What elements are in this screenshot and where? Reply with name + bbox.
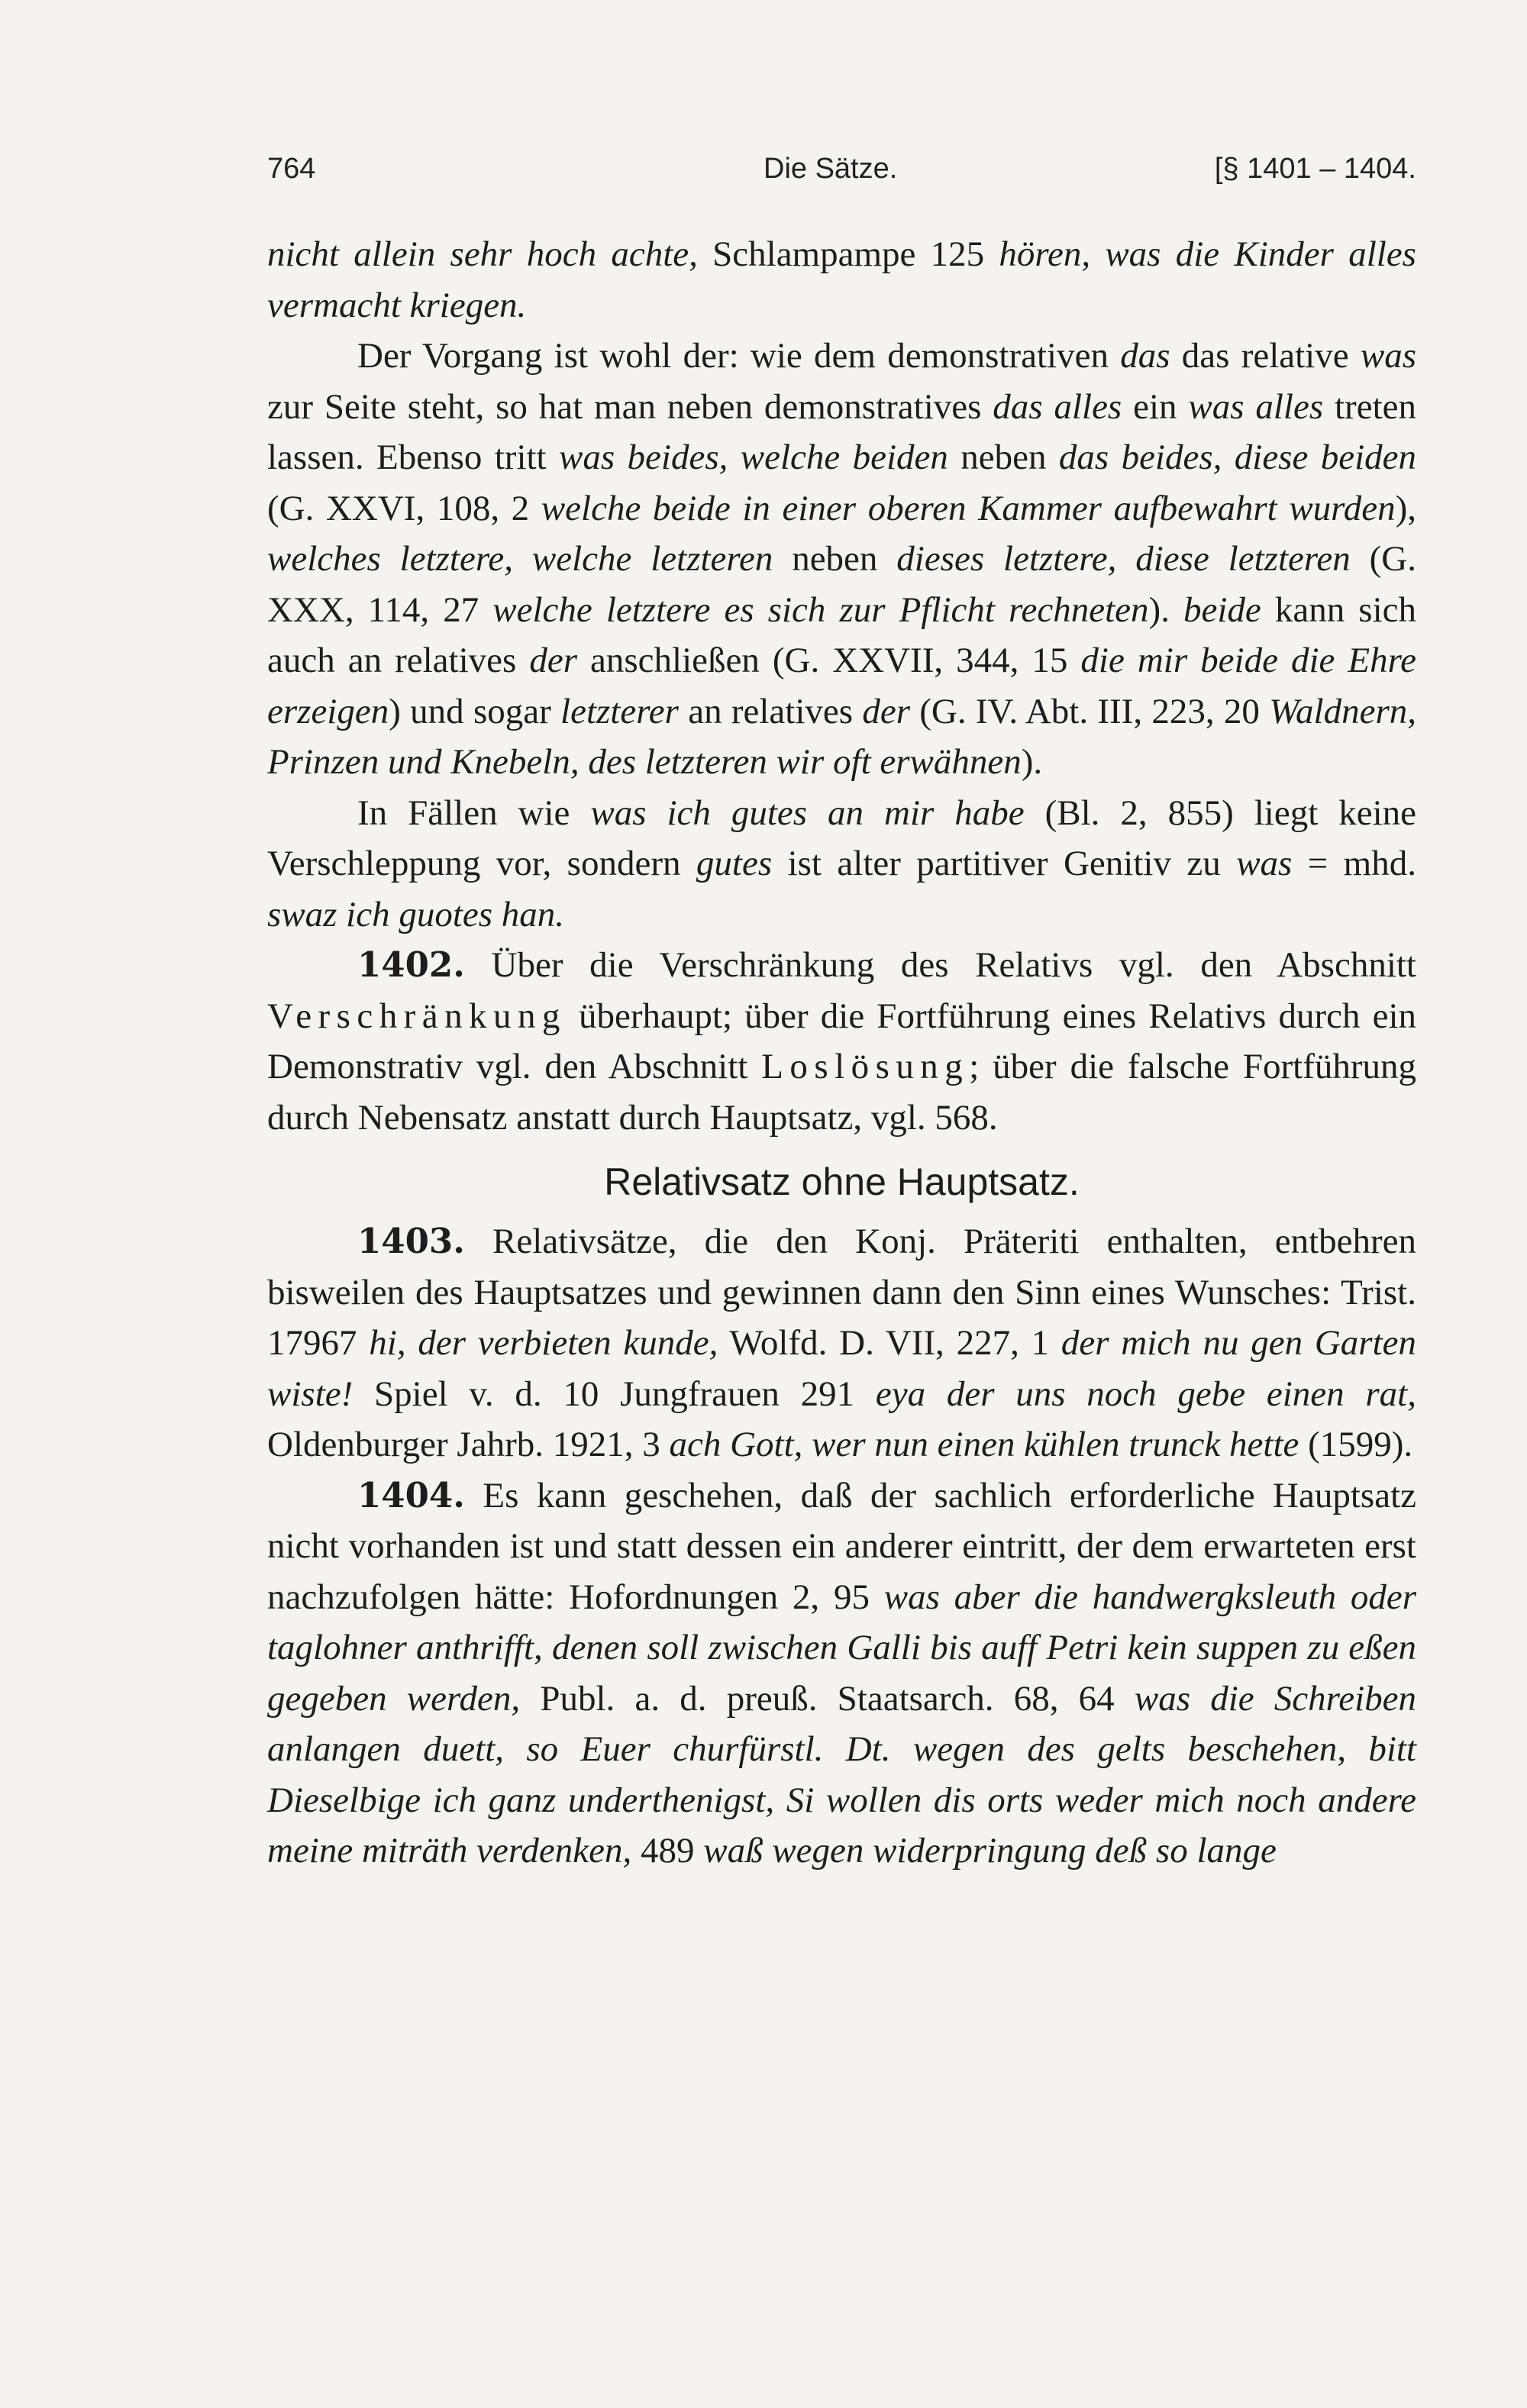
italic-quote: was aber die handwergksleuth oder taglohner anthrifft, denen soll zwischen Galli bis auff Petri kein suppen zu eßen gegeben werden, bbox=[267, 1577, 1417, 1719]
paragraph-vorgang bbox=[267, 331, 1416, 788]
text-run: neben bbox=[773, 539, 897, 579]
italic-quote: eya der uns noch gebe einen rat, bbox=[875, 1373, 1416, 1414]
text-run: In Fällen wie bbox=[357, 792, 591, 833]
italic-term: gutes bbox=[696, 844, 773, 883]
section-heading: Relativsatz ohne Hauptsatz. bbox=[604, 1160, 1080, 1203]
text-run: Schlampampe 125 bbox=[697, 234, 999, 274]
text-run: ; über die falsche Fortführung durch Nebensatz anstatt durch Hauptsatz, vgl. 568. bbox=[267, 1047, 1416, 1138]
italic-term: der bbox=[862, 691, 910, 731]
italic-quote: welche letztere es sich zur Pflicht rechneten bbox=[492, 589, 1149, 630]
text-run: Oldenburger Jahrb. 1921, 3 bbox=[267, 1425, 670, 1464]
text-run: Es kann geschehen, daß der sachlich erforderliche Hauptsatz nicht vorhanden ist und statt dessen ein anderer eintritt, der dem erwarteten erst nachzufolgen hätte: Hofordnungen 2, 95 bbox=[267, 1475, 1416, 1617]
italic-term: beide bbox=[1183, 589, 1261, 630]
text-run: ), bbox=[1395, 488, 1416, 528]
italic-term: welches letztere, welche letzteren bbox=[267, 539, 773, 579]
section-range: [§ 1401 – 1404. bbox=[1214, 153, 1416, 185]
text-run: neben bbox=[948, 437, 1059, 477]
text-run: Über die Verschränkung des Relativs vgl. den Abschnitt bbox=[464, 945, 1416, 985]
italic-quote: welche beide in einer oberen Kammer aufbewahrt wurden bbox=[541, 488, 1396, 528]
body-text bbox=[267, 229, 1416, 1877]
section-number: 1404. bbox=[357, 1474, 465, 1515]
italic-quote: swaz ich guotes han. bbox=[267, 894, 565, 934]
text-run: (G. IV. Abt. III, 223, 20 bbox=[909, 691, 1270, 731]
italic-term: was beides, welche beiden bbox=[559, 437, 948, 477]
text-run: überhaupt; über die Fortführung eines Relativs durch ein Demonstrativ vgl. den Abschnitt bbox=[267, 996, 1416, 1086]
italic-quote: nicht allein sehr hoch achte, bbox=[267, 234, 698, 274]
italic-term: letzterer bbox=[560, 691, 679, 731]
text-run: Spiel v. d. 10 Jungfrauen 291 bbox=[353, 1373, 876, 1414]
italic-quote: was die Schreiben anlangen duett, so Euer churfürstl. Dt. wegen des gelts beschehen, bitt Dieselbige ich ganz underthenigst, Si wollen dis orts weder mich noch andere meine miträth verdenken, bbox=[267, 1678, 1416, 1871]
italic-quote: der mich nu gen Garten wiste! bbox=[267, 1323, 1417, 1414]
italic-quote: was ich gutes an mir habe bbox=[590, 792, 1025, 833]
text-run: kann sich auch an relatives bbox=[267, 589, 1416, 680]
text-run: ). bbox=[1021, 742, 1043, 782]
text-run: ist alter partitiver Genitiv zu bbox=[772, 844, 1237, 883]
text-run: ein bbox=[1122, 386, 1189, 427]
italic-quote: ach Gott, wer nun einen kühlen trunck hette bbox=[669, 1425, 1299, 1464]
text-run: ). bbox=[1148, 589, 1184, 630]
text-run: (Bl. 2, 855) liegt keine Verschleppung vor, sondern bbox=[267, 792, 1416, 883]
text-run: das relative bbox=[1170, 336, 1361, 376]
spaced-term: Loslösung bbox=[761, 1047, 970, 1086]
section-number: 1403. bbox=[357, 1221, 465, 1261]
italic-term: was alles bbox=[1188, 386, 1324, 427]
running-header bbox=[267, 153, 1416, 199]
text-run: zur Seite steht, so hat man neben demonstratives bbox=[267, 386, 993, 427]
text-run: 489 bbox=[631, 1831, 704, 1871]
italic-quote: die mir beide die Ehre erzeigen bbox=[267, 641, 1416, 731]
section-1404 bbox=[267, 1470, 1416, 1877]
section-number: 1402. bbox=[357, 944, 465, 985]
text-run: (1599). bbox=[1299, 1425, 1413, 1464]
italic-quote: hören, was die Kinder alles vermacht kriegen. bbox=[267, 234, 1416, 325]
text-run: Relativsätze, die den Konj. Präteriti enthalten, entbehren bisweilen des Hauptsatzes und gewinnen dann den Sinn eines Wunsches: Trist. 17967 bbox=[267, 1222, 1416, 1363]
running-title: Die Sätze. bbox=[764, 153, 898, 185]
text-run: (G. XXX, 114, 27 bbox=[267, 539, 1416, 630]
text-run: Wolfd. D. VII, 227, 1 bbox=[718, 1323, 1061, 1363]
italic-term: der bbox=[529, 641, 577, 680]
italic-quote: waß wegen widerpringung deß so lange bbox=[703, 1831, 1277, 1871]
italic-term: das beides, diese beiden bbox=[1058, 437, 1416, 477]
text-run: ) und sogar bbox=[389, 691, 561, 731]
section-1402 bbox=[267, 940, 1416, 1143]
italic-term: das alles bbox=[993, 386, 1122, 427]
italic-term: was bbox=[1236, 844, 1293, 883]
text-run: anschließen (G. XXVII, 344, 15 bbox=[576, 641, 1081, 680]
text-run: an relatives bbox=[678, 691, 863, 731]
text-run: Publ. a. d. preuß. Staatsarch. 68, 64 bbox=[520, 1678, 1135, 1719]
text-run: treten lassen. Ebenso tritt bbox=[267, 386, 1416, 477]
text-run: Der Vorgang ist wohl der: wie dem demonstrativen bbox=[357, 336, 1121, 376]
page-number: 764 bbox=[267, 153, 316, 185]
italic-term: dieses letztere, diese letzteren bbox=[896, 539, 1351, 579]
text-run: = mhd. bbox=[1292, 844, 1416, 883]
paragraph-continuation bbox=[267, 229, 1416, 331]
italic-quote: Waldnern, Prinzen und Knebeln, des letzteren wir oft erwähnen bbox=[267, 691, 1416, 782]
text-run: (G. XXVI, 108, 2 bbox=[267, 488, 541, 528]
italic-term: das bbox=[1120, 336, 1170, 376]
italic-term: was bbox=[1360, 336, 1417, 376]
italic-quote: hi, der verbieten kunde, bbox=[369, 1323, 718, 1363]
section-1403 bbox=[267, 1216, 1416, 1470]
paragraph-faellen bbox=[267, 788, 1416, 941]
spaced-term: Verschränkung bbox=[267, 996, 567, 1036]
